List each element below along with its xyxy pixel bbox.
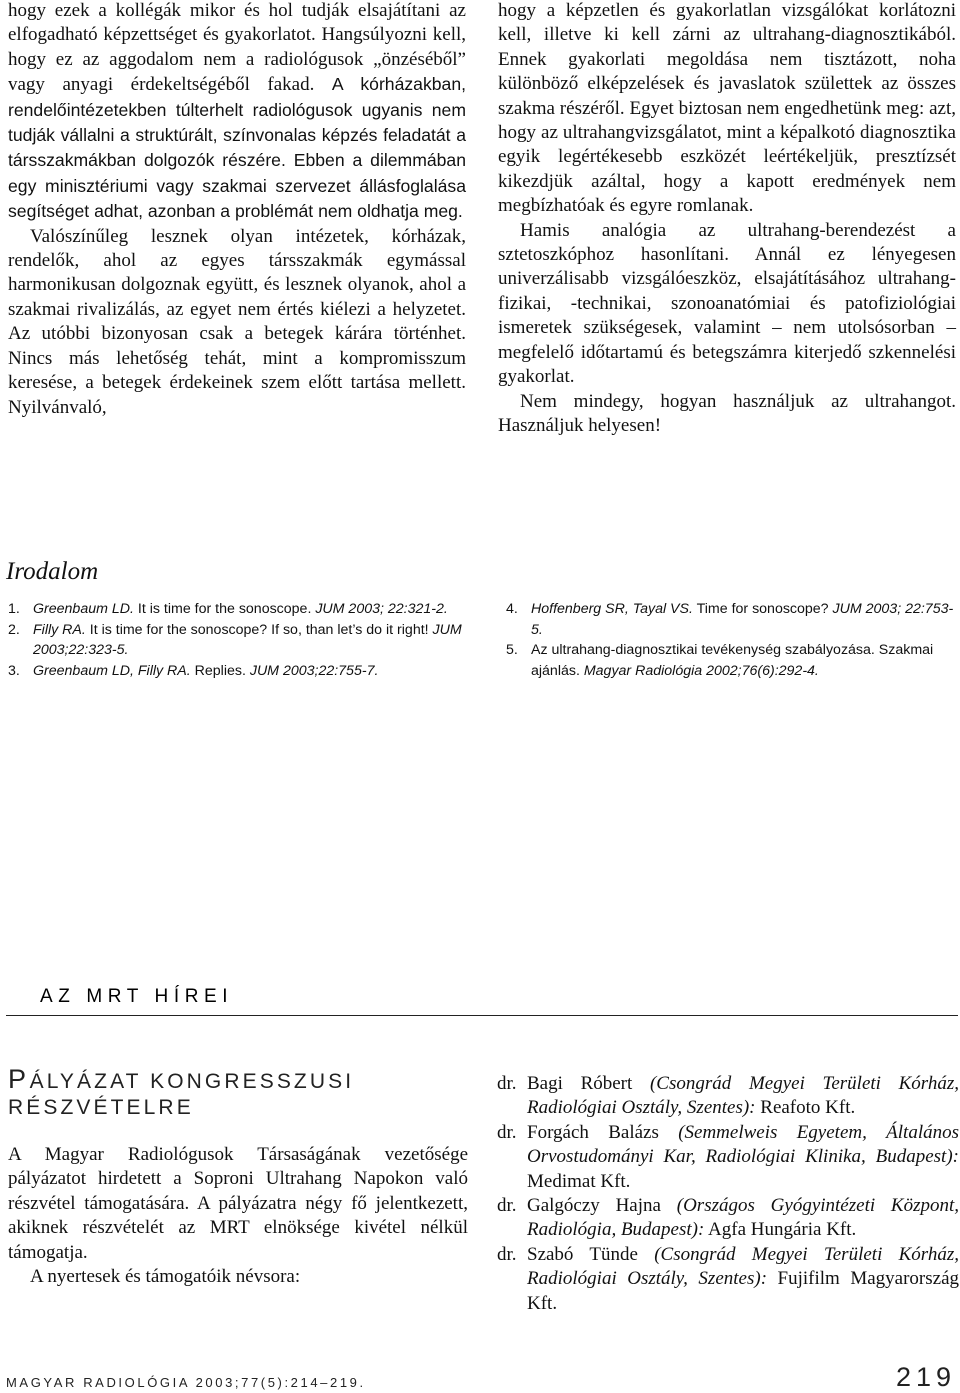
reference-title: Time for sonoscope?	[692, 601, 833, 617]
reference-source: JUM 2003;22:755-7.	[249, 662, 379, 679]
news-body	[8, 1143, 468, 1289]
winner-prefix: dr.	[497, 1243, 517, 1265]
winner-sponsor: Medimat Kft.	[527, 1170, 631, 1192]
footer-journal-citation: MAGYAR RADIOLÓGIA 2003;77(5):214–219.	[6, 1375, 366, 1390]
news-paragraph-1: A Magyar Radiológusok Társaságának vezetősége pályázatot hirdetett a Soproni Ultrahang Napokon való részvétel támogatására. A pályázatra négy fő jelentkezett, akiknek részvételét az MRT elnöksége kivétel nélkül támogatja.	[8, 1144, 468, 1263]
right-paragraph-3: Nem mindegy, hogyan használjuk az ultrahangot. Használjuk helyesen!	[498, 390, 956, 436]
right-paragraph-1: hogy a képzetlen és gyakorlatlan vizsgálókat korlátozni kell, illetve ki kell zárni az ultrahang-diagnosztikából. Ennek gyakorlati megoldása nem tisztázott, noha különböző elképzelések és javaslatok születtek az összes szakma részéről. Egyet biztosan nem engedhetünk meg: azt, hogy az ultrahangvizsgálatot, mint a képalkotó diagnosztika egyik legértékesebb eszközét leértékeljük, presztízsét kikezdjük azáltal, hogy a kapott eredmények nem megbízhatóak és egyre romlanak.	[498, 0, 956, 217]
references-right	[506, 599, 958, 681]
winner-sponsor: Agfa Hungária Kft.	[708, 1219, 857, 1241]
reference-number: 4.	[506, 601, 518, 617]
reference-item	[8, 661, 466, 682]
winner-name: Forgách Balázs	[527, 1121, 659, 1143]
reference-authors: Hoffenberg SR, Tayal VS.	[531, 601, 693, 617]
reference-title: It is time for the sonoscope? If so, than let’s do it right!	[85, 621, 433, 638]
left-paragraph-2: Valószínűleg lesznek olyan intézetek, kórházak, rendelők, ahol az egyes társszakmák egymással harmonikusan dolgoznak együtt, és lesznek olyanok, ahol a szakmai rivalizálás, az egyet nem értés kiélezi a helyzetet. Az utóbbi bizonyosan csak a betegek kárára történhet. Nincs más lehetőség tehát, mint a kompromisszum keresése, a betegek érdekeinek szem előtt tartása mellett. Nyilvánvaló,	[8, 225, 466, 418]
reference-number: 5.	[506, 642, 518, 659]
winner-prefix: dr.	[497, 1073, 517, 1094]
winner-affiliation: (Csongrád Megyei Területi Kórház, Radiológiai Osztály, Szentes):	[527, 1073, 959, 1119]
winner-item	[497, 1072, 959, 1121]
winner-affiliation: (Országos Gyógyintézeti Központ, Radiológia, Budapest):	[527, 1195, 960, 1241]
news-paragraph-2: A nyertesek és támogatóik névsora:	[30, 1266, 301, 1288]
left-paragraph-1-sans: A kórházakban, rendelőintézetekben túlterhelt radiológusok ugyanis nem tudják vállalni a struktúrált, színvonalas képzés feladatát a társszakmákban dolgozók részére. Ebben a dilemmában egy minisztériumi vagy szakmai szervezet állásfoglalása segítséget adhat, azonban a problémát nem oldhatja meg.	[8, 74, 466, 222]
news-title	[8, 1066, 478, 1121]
right-paragraph-2: Hamis analógia az ultrahang-berendezést a sztetoszkóphoz hasonlítani. Annál ez lényegesen univerzálisabb vizsgálóeszköz, elsajátításához ultrahang-fizikai, -technikai, szonoanatómiai és patofiziológiai ismeretek szükségesek, valamint – nem utolsósorban – megfelelő időtartamú és betegszámra kiterjedő szkennelési gyakorlat.	[498, 219, 956, 388]
winner-prefix: dr.	[497, 1121, 517, 1143]
reference-authors: Filly RA.	[33, 621, 86, 638]
references-heading: Irodalom	[6, 558, 99, 585]
reference-item	[506, 599, 958, 640]
reference-source: JUM 2003;22:323-5.	[33, 621, 462, 659]
reference-item	[506, 640, 958, 681]
right-column	[498, 0, 956, 438]
winner-affiliation: (Csongrád Megyei Területi Kórház, Radiológiai Osztály, Szentes):	[527, 1243, 959, 1290]
reference-source: JUM 2003; 22:753-5.	[531, 601, 954, 638]
news-title-line-2: RÉSZVÉTELRE	[8, 1096, 194, 1119]
reference-authors: Greenbaum LD.	[33, 601, 134, 617]
reference-title: Az ultrahang-diagnosztikai tevékenység szabályozása. Szakmai ajánlás.	[531, 642, 934, 679]
reference-source: Magyar Radiológia 2002;76(6):292-4.	[583, 662, 819, 679]
reference-item	[8, 599, 466, 620]
winner-sponsor: Reafoto Kft.	[760, 1097, 856, 1119]
left-column	[8, 0, 466, 420]
winner-name: Szabó Tünde	[527, 1243, 638, 1265]
reference-number: 2.	[8, 621, 20, 638]
reference-title: It is time for the sonoscope.	[133, 601, 316, 617]
news-title-initial: P	[8, 1064, 30, 1094]
winners-list	[497, 1072, 959, 1316]
winner-name: Bagi Róbert	[527, 1073, 633, 1094]
winner-affiliation: (Semmelweis Egyetem, Általános Orvostudományi Kar, Radiológiai Klinika, Budapest):	[527, 1121, 959, 1168]
news-title-line-1: ÁLYÁZAT KONGRESSZUSI	[29, 1070, 355, 1093]
winner-item	[497, 1243, 959, 1316]
winner-sponsor: Fujifilm Magyarország Kft.	[527, 1268, 960, 1314]
winner-item	[497, 1194, 959, 1243]
left-paragraph-1	[8, 0, 466, 225]
left-paragraph-1-serif: hogy ezek a kollégák mikor és hol tudják elsajátítani az elfogadható képzettséget és gyakorlatot. Hangsúlyozni kell, hogy ez az aggodalom nem a radiológusok „önzéséből” vagy anyagi érdekeltségéből fakad.	[8, 0, 466, 96]
page-number: 219	[895, 1362, 956, 1392]
reference-authors: Greenbaum LD, Filly RA.	[33, 662, 191, 679]
winner-prefix: dr.	[497, 1195, 517, 1217]
winner-item	[497, 1121, 959, 1194]
reference-number: 1.	[8, 601, 20, 617]
section-divider	[6, 1015, 958, 1016]
reference-number: 3.	[8, 662, 20, 679]
reference-source: JUM 2003; 22:321-2.	[315, 601, 448, 617]
section-label: AZ MRT HÍREI	[40, 986, 234, 1007]
reference-item	[8, 620, 466, 661]
references-left	[8, 599, 466, 681]
winner-name: Galgóczy Hajna	[527, 1195, 661, 1217]
reference-title: Replies.	[190, 662, 250, 679]
